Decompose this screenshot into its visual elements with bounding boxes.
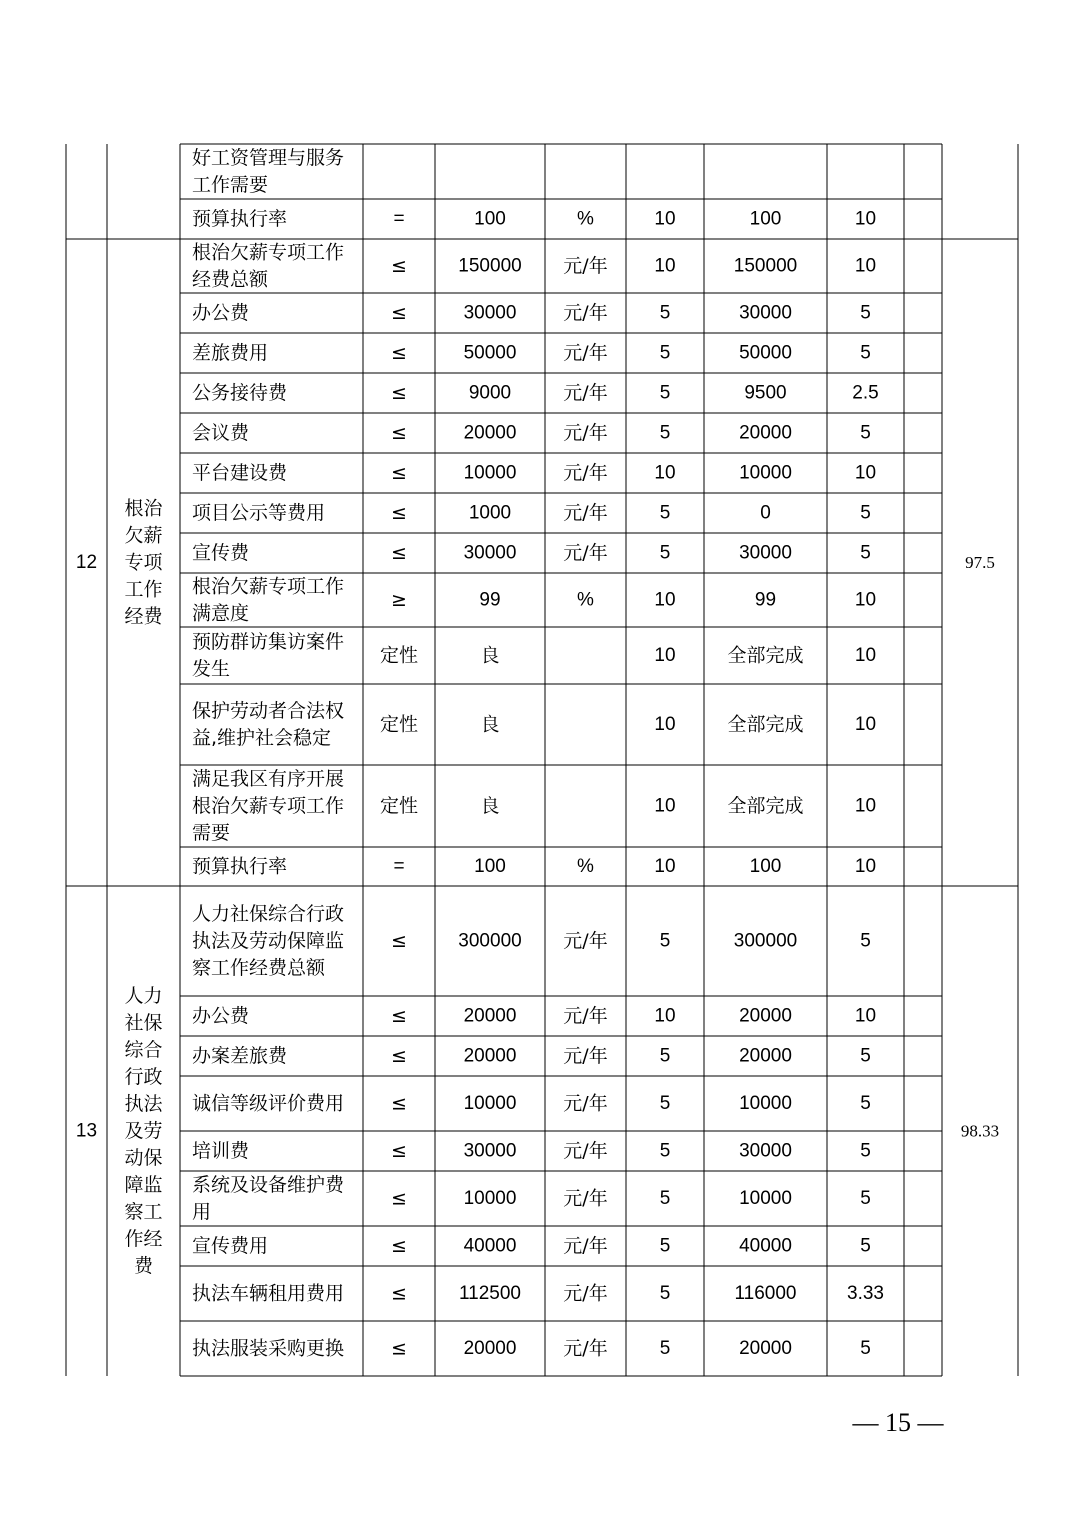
unit-cell: 元/年 xyxy=(563,1045,608,1067)
weight-cell: 10 xyxy=(654,856,676,877)
target-cell: 20000 xyxy=(463,1005,517,1027)
operator-cell: ≤ xyxy=(391,930,407,952)
operator-cell: ≤ xyxy=(391,382,407,404)
actual-cell: 10000 xyxy=(739,1093,792,1114)
indicator-cell-line: 发生 xyxy=(192,658,231,680)
actual-cell: 10000 xyxy=(739,1188,792,1209)
weight-cell: 5 xyxy=(659,1093,671,1114)
score-cell: 10 xyxy=(854,208,877,230)
unit-cell: 元/年 xyxy=(563,382,608,404)
weight-cell: 10 xyxy=(654,208,676,230)
actual-cell: 116000 xyxy=(734,1283,797,1304)
operator-cell: ≤ xyxy=(391,302,407,324)
operator-cell: 定性 xyxy=(379,713,419,736)
score-cell: 10 xyxy=(854,795,877,817)
weight-cell: 5 xyxy=(659,502,671,524)
weight-cell: 5 xyxy=(659,542,671,564)
score-cell: 5 xyxy=(860,302,871,324)
indicator-cell-line: 预算执行率 xyxy=(192,855,288,878)
weight-cell: 5 xyxy=(659,1188,671,1209)
project-name-line: 动保 xyxy=(124,1147,163,1169)
project-name-line: 专项 xyxy=(124,551,163,574)
indicator-cell-line: 需要 xyxy=(192,822,231,844)
project-name-line: 察工 xyxy=(124,1201,163,1223)
actual-cell: 30000 xyxy=(739,542,792,564)
operator-cell: ≤ xyxy=(391,1187,407,1210)
operator-cell: ≤ xyxy=(391,1282,407,1305)
indicator-cell-line: 满足我区有序开展 xyxy=(192,768,345,790)
operator-cell: ≤ xyxy=(391,1092,407,1115)
project-name-line: 欠薪 xyxy=(124,524,163,547)
unit-cell: 元/年 xyxy=(563,1282,608,1305)
indicator-cell-line: 办公费 xyxy=(192,302,250,324)
actual-cell: 20000 xyxy=(739,1005,792,1027)
unit-cell: 元/年 xyxy=(563,422,608,444)
sequence-number: 13 xyxy=(75,1120,98,1142)
unit-cell: 元/年 xyxy=(563,1337,608,1360)
weight-cell: 5 xyxy=(659,422,671,444)
project-name-line: 综合 xyxy=(124,1039,163,1061)
target-cell: 112500 xyxy=(459,1283,521,1304)
project-name-line: 执法 xyxy=(124,1093,163,1115)
indicator-cell-line: 根治欠薪专项工作 xyxy=(192,575,345,598)
weight-cell: 5 xyxy=(659,930,671,952)
page-number: — 15 — xyxy=(852,1408,944,1437)
target-cell: 良 xyxy=(480,644,500,667)
project-name-line: 行政 xyxy=(124,1066,163,1088)
score-cell: 5 xyxy=(860,1093,871,1114)
target-cell: 9000 xyxy=(468,382,512,404)
unit-cell: 元/年 xyxy=(563,462,608,484)
operator-cell: = xyxy=(393,856,405,877)
operator-cell: 定性 xyxy=(379,795,419,817)
operator-cell: ≤ xyxy=(391,542,407,564)
score-cell: 10 xyxy=(854,462,877,484)
total-score: 97.5 xyxy=(965,553,995,572)
operator-cell: = xyxy=(393,208,405,230)
target-cell: 10000 xyxy=(463,1188,517,1209)
project-name-line: 经费 xyxy=(124,605,163,628)
actual-cell: 40000 xyxy=(739,1235,792,1257)
indicator-cell-line: 执法及劳动保障监 xyxy=(192,930,345,952)
actual-cell: 20000 xyxy=(739,1045,792,1067)
project-name-line: 人力 xyxy=(124,985,163,1007)
unit-cell: % xyxy=(577,856,594,877)
weight-cell: 5 xyxy=(659,342,671,364)
indicator-cell-line: 办案差旅费 xyxy=(192,1045,288,1067)
indicator-cell-line: 平台建设费 xyxy=(192,462,288,484)
unit-cell: 元/年 xyxy=(563,342,608,364)
actual-cell: 20000 xyxy=(739,422,792,444)
operator-cell: ≤ xyxy=(391,502,407,524)
score-cell: 2.5 xyxy=(852,382,879,404)
indicator-cell-line: 公务接待费 xyxy=(192,382,288,404)
score-cell: 5 xyxy=(860,422,871,444)
operator-cell: ≤ xyxy=(391,1140,407,1162)
target-cell: 20000 xyxy=(463,1045,517,1067)
indicator-cell-line: 预算执行率 xyxy=(192,208,288,230)
indicator-cell-line: 会议费 xyxy=(192,422,250,444)
operator-cell: ≥ xyxy=(391,589,407,611)
weight-cell: 5 xyxy=(659,302,671,324)
weight-cell: 5 xyxy=(659,1338,671,1359)
indicator-cell-line: 培训费 xyxy=(192,1140,250,1162)
weight-cell: 5 xyxy=(659,1140,671,1162)
score-cell: 5 xyxy=(860,502,871,524)
score-cell: 10 xyxy=(854,714,877,735)
unit-cell: 元/年 xyxy=(563,1187,608,1210)
actual-cell: 150000 xyxy=(733,255,798,277)
operator-cell: ≤ xyxy=(391,342,407,364)
score-cell: 5 xyxy=(860,342,871,364)
unit-cell: 元/年 xyxy=(563,255,608,277)
unit-cell: 元/年 xyxy=(563,502,608,524)
project-name-line: 作经 xyxy=(124,1228,163,1250)
operator-cell: ≤ xyxy=(391,255,407,277)
operator-cell: ≤ xyxy=(391,462,407,484)
target-cell: 30000 xyxy=(463,542,517,564)
actual-cell: 100 xyxy=(749,856,782,877)
operator-cell: ≤ xyxy=(391,422,407,444)
target-cell: 良 xyxy=(480,795,500,817)
indicator-cell-line: 预防群访集访案件 xyxy=(192,631,345,653)
weight-cell: 10 xyxy=(654,645,676,666)
project-name-line: 及劳 xyxy=(124,1120,163,1142)
score-cell: 5 xyxy=(860,1140,871,1162)
weight-cell: 10 xyxy=(654,462,676,484)
score-cell: 5 xyxy=(860,930,871,952)
weight-cell: 5 xyxy=(659,1045,671,1067)
score-cell: 5 xyxy=(860,1338,871,1359)
target-cell: 100 xyxy=(474,856,506,877)
unit-cell: 元/年 xyxy=(563,1140,608,1162)
target-cell: 300000 xyxy=(458,930,522,952)
actual-cell: 全部完成 xyxy=(727,644,804,667)
unit-cell: % xyxy=(577,589,594,611)
weight-cell: 5 xyxy=(659,1283,671,1304)
project-name-line: 社保 xyxy=(124,1012,163,1034)
target-cell: 100 xyxy=(474,208,506,230)
indicator-cell-line: 经费总额 xyxy=(192,268,269,291)
target-cell: 1000 xyxy=(468,502,512,524)
unit-cell: 元/年 xyxy=(563,1005,608,1027)
indicator-cell-line: 满意度 xyxy=(192,602,250,625)
actual-cell: 30000 xyxy=(739,302,792,324)
score-cell: 10 xyxy=(854,255,877,277)
indicator-cell-line: 根治欠薪专项工作 xyxy=(192,241,345,264)
indicator-cell-line: 察工作经费总额 xyxy=(192,957,326,979)
weight-cell: 10 xyxy=(654,795,676,817)
target-cell: 10000 xyxy=(463,462,517,484)
score-cell: 10 xyxy=(854,1005,877,1027)
indicator-cell-line: 人力社保综合行政 xyxy=(192,903,345,925)
unit-cell: 元/年 xyxy=(563,302,608,324)
actual-cell: 300000 xyxy=(733,930,798,952)
unit-cell: 元/年 xyxy=(563,1235,608,1257)
score-cell: 5 xyxy=(860,1188,871,1209)
operator-cell: ≤ xyxy=(391,1337,407,1360)
target-cell: 40000 xyxy=(463,1235,517,1257)
weight-cell: 5 xyxy=(659,382,671,404)
indicator-cell-line: 执法车辆租用费用 xyxy=(192,1282,345,1305)
unit-cell: 元/年 xyxy=(563,930,608,952)
indicator-cell-line: 诚信等级评价费用 xyxy=(192,1092,345,1115)
weight-cell: 10 xyxy=(654,1005,676,1027)
operator-cell: ≤ xyxy=(391,1045,407,1067)
unit-cell: 元/年 xyxy=(563,542,608,564)
indicator-cell-line: 宣传费 xyxy=(192,542,250,564)
actual-cell: 9500 xyxy=(744,382,787,404)
target-cell: 20000 xyxy=(463,422,517,444)
indicator-cell-line: 系统及设备维护费 xyxy=(192,1174,345,1196)
score-cell: 5 xyxy=(860,542,871,564)
indicator-cell-line: 宣传费用 xyxy=(192,1235,269,1257)
target-cell: 良 xyxy=(480,713,500,736)
actual-cell: 30000 xyxy=(739,1140,792,1162)
total-score: 98.33 xyxy=(960,1121,1000,1141)
target-cell: 150000 xyxy=(458,255,522,277)
target-cell: 99 xyxy=(479,589,501,611)
actual-cell: 20000 xyxy=(739,1338,792,1359)
sequence-number: 12 xyxy=(75,552,98,573)
indicator-cell-line: 差旅费用 xyxy=(192,342,269,364)
score-cell: 10 xyxy=(854,589,877,611)
indicator-cell-line: 项目公示等费用 xyxy=(192,502,326,524)
unit-cell: 元/年 xyxy=(563,1092,608,1115)
target-cell: 10000 xyxy=(463,1093,517,1114)
score-cell: 10 xyxy=(854,856,877,877)
indicator-cell-line: 根治欠薪专项工作 xyxy=(192,795,345,817)
project-name-line: 工作 xyxy=(124,578,163,601)
unit-cell: % xyxy=(577,208,594,230)
weight-cell: 10 xyxy=(654,714,676,735)
actual-cell: 全部完成 xyxy=(727,713,804,736)
target-cell: 30000 xyxy=(463,1140,517,1162)
score-cell: 3.33 xyxy=(847,1283,884,1304)
indicator-cell-line: 工作需要 xyxy=(192,174,269,196)
indicator-cell-line: 益,维护社会稳定 xyxy=(192,727,332,749)
score-cell: 5 xyxy=(860,1235,871,1257)
actual-cell: 99 xyxy=(754,589,777,611)
weight-cell: 10 xyxy=(654,255,676,277)
weight-cell: 5 xyxy=(659,1235,671,1257)
actual-cell: 10000 xyxy=(739,462,792,484)
indicator-cell-line: 好工资管理与服务 xyxy=(192,147,345,169)
project-name-line: 根治 xyxy=(124,497,163,520)
target-cell: 20000 xyxy=(463,1338,517,1359)
project-name-line: 费 xyxy=(133,1255,154,1277)
operator-cell: 定性 xyxy=(379,644,419,667)
actual-cell: 0 xyxy=(760,502,771,524)
indicator-cell-line: 执法服装采购更换 xyxy=(192,1337,345,1360)
actual-cell: 50000 xyxy=(739,342,792,364)
score-cell: 10 xyxy=(854,645,877,666)
indicator-cell-line: 办公费 xyxy=(192,1005,250,1027)
operator-cell: ≤ xyxy=(391,1005,407,1027)
score-cell: 5 xyxy=(860,1045,871,1067)
operator-cell: ≤ xyxy=(391,1235,407,1257)
target-cell: 30000 xyxy=(463,302,517,324)
project-name-line: 障监 xyxy=(124,1174,163,1196)
target-cell: 50000 xyxy=(463,342,517,364)
actual-cell: 100 xyxy=(749,208,782,230)
weight-cell: 10 xyxy=(654,589,676,611)
indicator-cell-line: 保护劳动者合法权 xyxy=(192,700,345,722)
indicator-cell-line: 用 xyxy=(192,1201,212,1223)
actual-cell: 全部完成 xyxy=(727,795,804,817)
